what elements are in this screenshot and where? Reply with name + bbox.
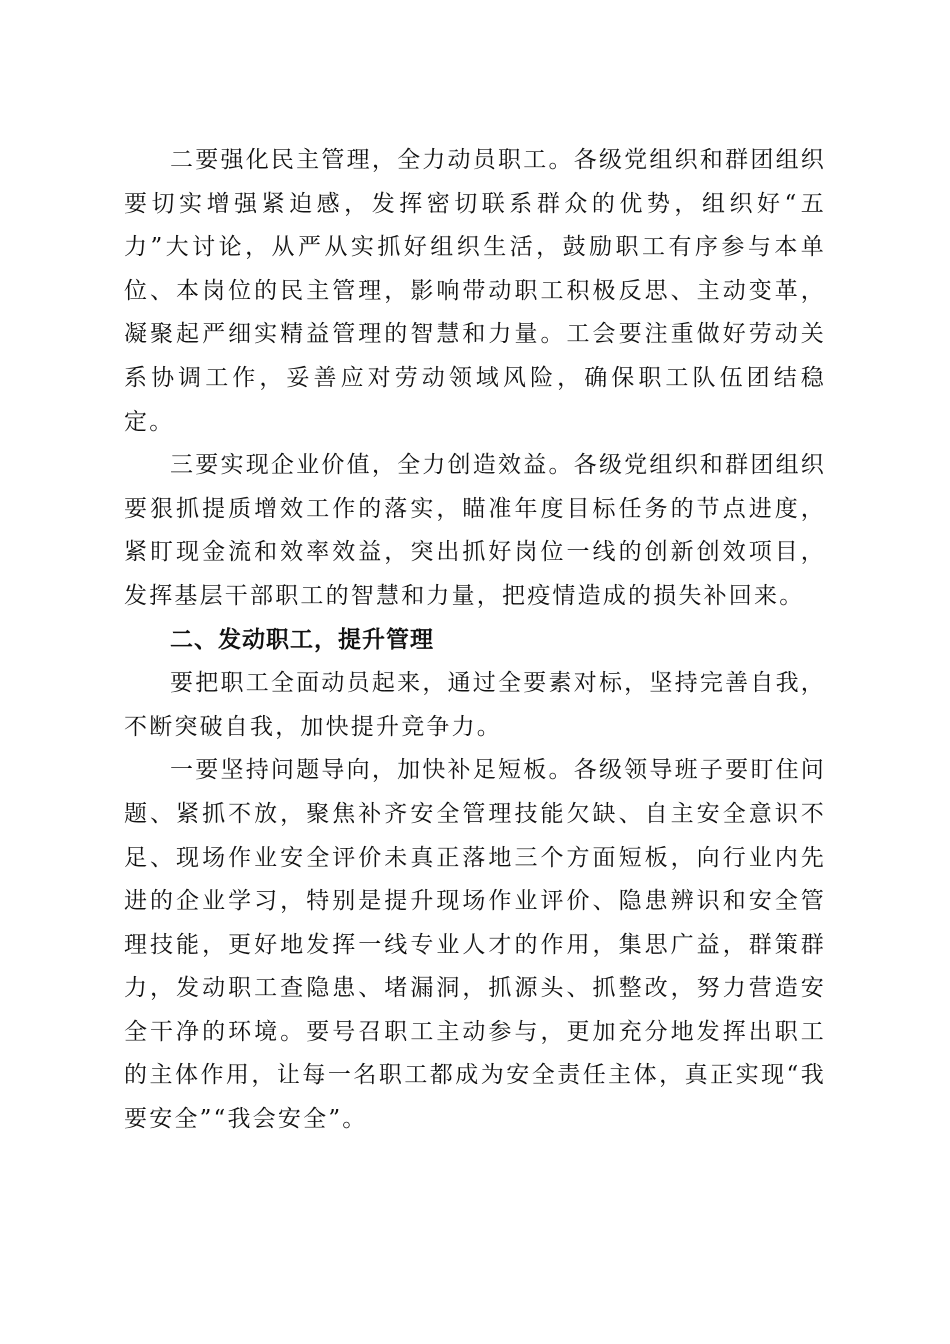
paragraph-strengthen-democratic-management: 二要强化民主管理，全力动员职工。各级党组织和群团组织要切实增强紧迫感，发挥密切联系群众的优势，组织好“五力”大讨论，从严从实抓好组织生活，鼓励职工有序参与本单位、本岗位的民主管理，影响带动职工积极反思、主动变革，凝聚起严细实精益管理的智慧和力量。工会要注重做好劳动关系协调工作，妥善应对劳动领域风险，确保职工队伍团结稳定。 xyxy=(124,147,826,435)
section-heading-mobilize-workers: 二、发动职工，提升管理 xyxy=(170,626,434,653)
paragraph-mobilize-intro: 要把职工全面动员起来，通过全要素对标，坚持完善自我，不断突破自我，加快提升竞争力。 xyxy=(124,670,826,740)
document-body xyxy=(124,139,826,1142)
paragraph-problem-oriented: 一要坚持问题导向，加快补足短板。各级领导班子要盯住问题、紧抓不放，聚焦补齐安全管理技能欠缺、自主安全意识不足、现场作业安全评价未真正落地三个方面短板，向行业内先进的企业学习，特别是提升现场作业评价、隐患辨识和安全管理技能，更好地发挥一线专业人才的作用，集思广益，群策群力，发动职工查隐患、堵漏洞，抓源头、抓整改，努力营造安全干净的环境。要号召职工主动参与，更加充分地发挥出职工的主体作用，让每一名职工都成为安全责任主体，真正实现“我要安全”“我会安全”。 xyxy=(124,757,826,1133)
paragraph-realize-enterprise-value: 三要实现企业价值，全力创造效益。各级党组织和群团组织要狠抓提质增效工作的落实，瞄准年度目标任务的节点进度，紧盯现金流和效率效益，突出抓好岗位一线的创新创效项目，发挥基层干部职工的智慧和力量，把疫情造成的损失补回来。 xyxy=(124,452,826,609)
